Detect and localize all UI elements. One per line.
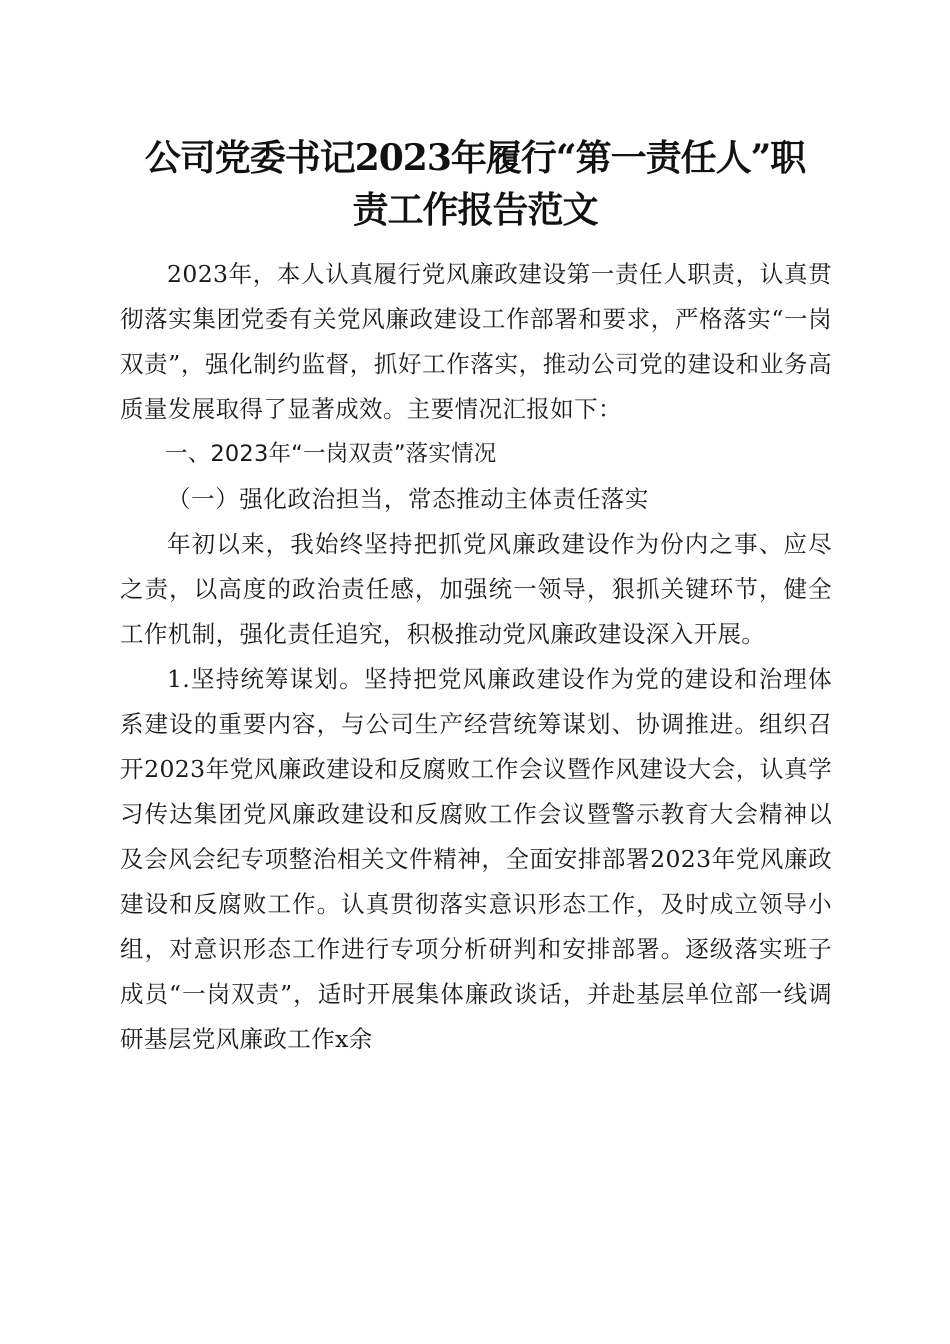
body-paragraph: 1.坚持统筹谋划。坚持把党风廉政建设作为党的建设和治理体系建设的重要内容，与公司生产经营统筹谋划、协调推进。组织召开2023年党风廉政建设和反腐败工作会议暨作风建设大会，认真学习传达集团党风廉政建设和反腐败工作会议暨警示教育大会精神以及会风会纪专项整治相关文件精神，全面安排部署2023年党风廉政建设和反腐败工作。认真贯彻落实意识形态工作，及时成立领导小组，对意识形态工作进行专项分析研判和安排部署。逐级落实班子成员“一岗双责”，适时开展集体廉政谈话，并赴基层单位部一线调研基层党风廉政工作x余: [120, 665, 832, 1053]
subsection-heading: （一）强化政治担当，常态推动主体责任落实: [167, 485, 649, 513]
document-title: [110, 132, 840, 236]
title-line-1: 公司党委书记2023年履行“第一责任人”职: [144, 137, 806, 179]
body-paragraph: 年初以来，我始终坚持把抓党风廉政建设作为份内之事、应尽之责，以高度的政治责任感，加强统一领导，狠抓关键环节，健全工作机制，强化责任追究，积极推动党风廉政建设深入开展。: [120, 530, 832, 648]
section-heading: 一、2023年“一岗双责”落实情况: [165, 441, 497, 467]
document-body: [120, 252, 832, 1062]
title-line-2: 责工作报告范文: [352, 189, 598, 231]
intro-paragraph: 2023年，本人认真履行党风廉政建设第一责任人职责，认真贯彻落实集团党委有关党风廉政建设工作部署和要求，严格落实“一岗双责”，强化制约监督，抓好工作落实，推动公司党的建设和业务高质量发展取得了显著成效。主要情况汇报如下：: [120, 260, 832, 423]
